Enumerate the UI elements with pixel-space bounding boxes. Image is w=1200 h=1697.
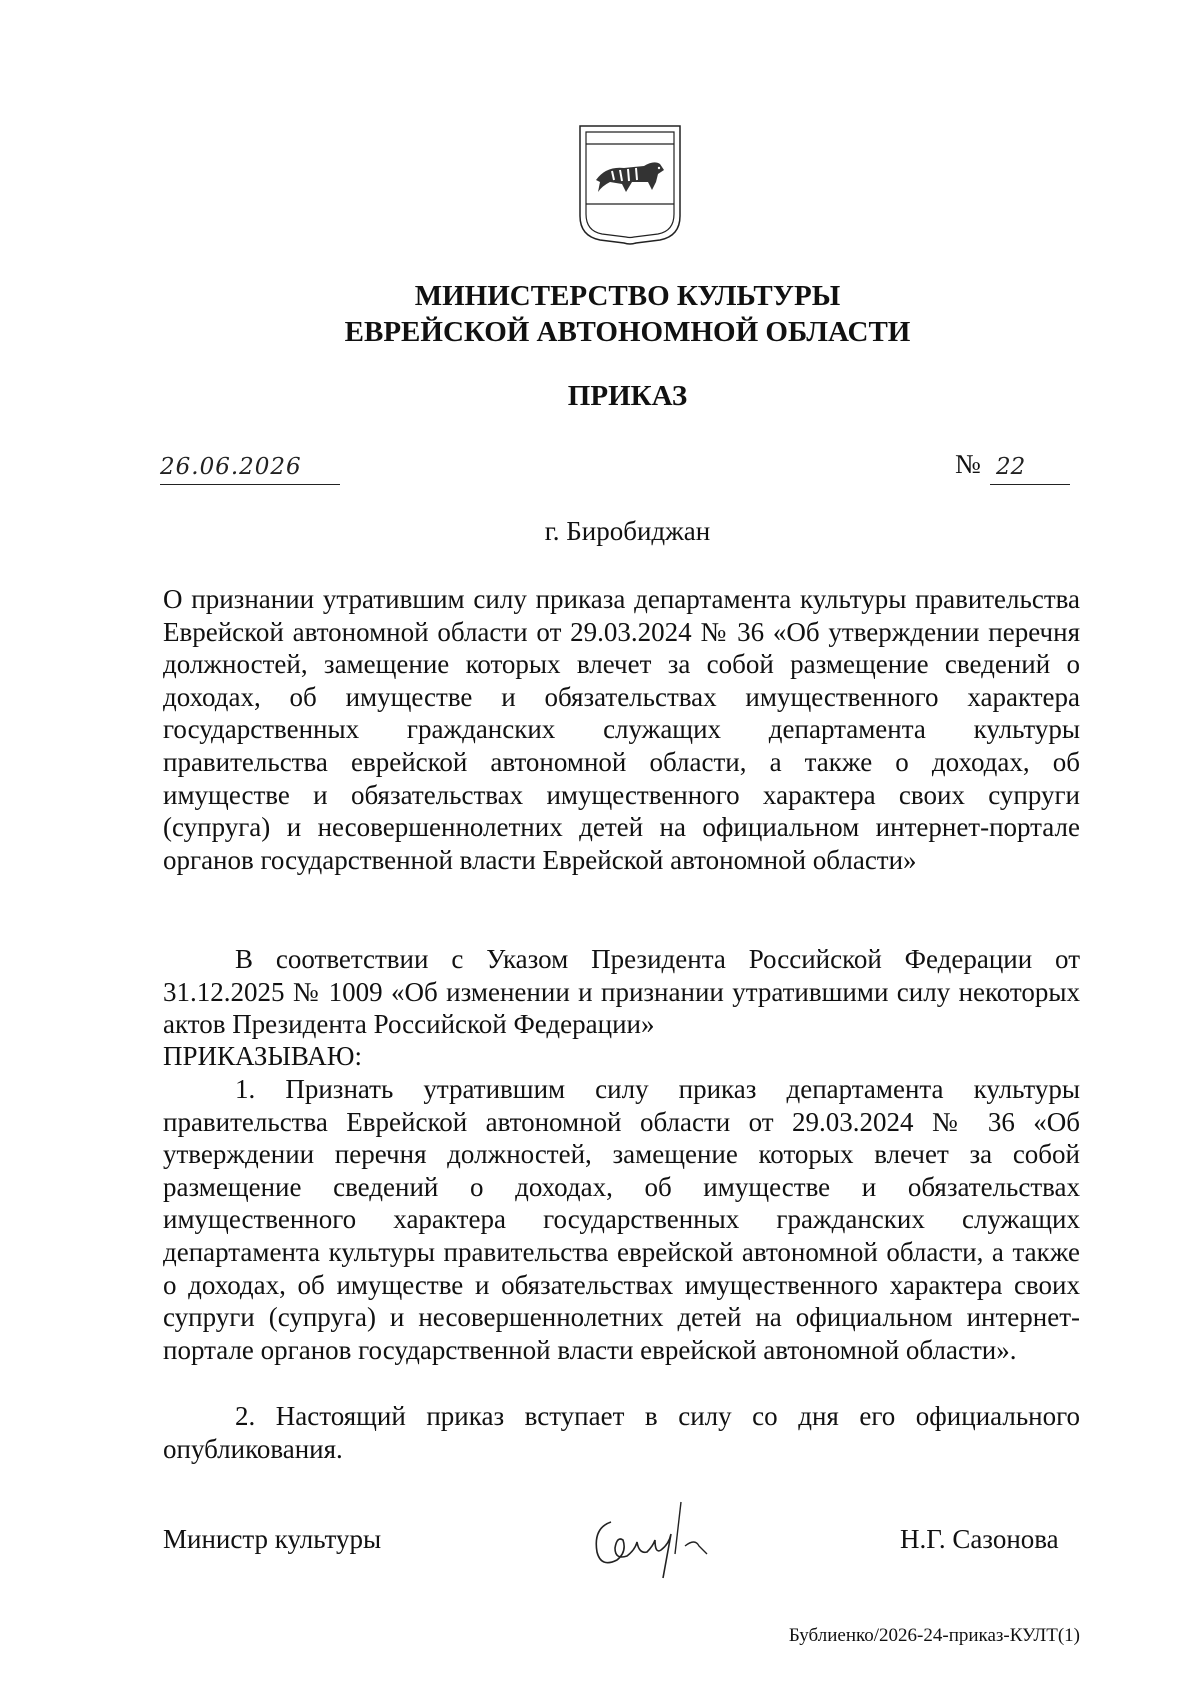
order-item-1: 1. Признать утратившим силу приказ департамента культуры правительства Еврейской автономной области от 29.03.2024 № 36 «Об утверждении перечня должностей, замещение которых влечет за собой размещение сведений о доходах, об имуществе и обязательствах имущественного характера государственных гражданских служащих департамента культуры правительства еврейской автономной области, а также о доходах, об имуществе и обязательствах имущественного характера своих супруги (супруга) и несовершеннолетних детей на официальном интернет-портале органов государственной власти еврейской автономной области».: [163, 1074, 1080, 1365]
document-reference: Бублиенко/2026-24-приказ-КУЛТ(1): [788, 1625, 1080, 1646]
order-subject: О признании утратившим силу приказа департамента культуры правительства Еврейской автономной области от 29.03.2024 № 36 «Об утверждении перечня должностей, замещение которых влечет за собой размещение сведений о доходах, об имуществе и обязательствах имущественного характера государственных гражданских служащих департамента культуры правительства еврейской автономной области, а также о доходах, об имуществе и обязательствах имущественного характера своих супруги (супруга) и несовершеннолетних детей на официальном интернет-портале органов государственной власти Еврейской автономной области»: [163, 584, 1080, 875]
ministry-name-line2: ЕВРЕЙСКОЙ АВТОНОМНОЙ ОБЛАСТИ: [344, 316, 911, 348]
date-field: [160, 450, 340, 485]
order-item-2: 2. Настоящий приказ вступает в силу со дня его официального опубликования.: [163, 1401, 1080, 1464]
order-date: 26.06.2026: [160, 454, 302, 480]
order-directive: ПРИКАЗЫВАЮ:: [163, 1041, 362, 1071]
number-label: №: [955, 449, 981, 479]
signatory-position: Министр культуры: [163, 1524, 382, 1554]
ministry-name: [0, 278, 1200, 350]
handwritten-signature: [583, 1482, 733, 1582]
signatory-name: Н.Г. Сазонова: [900, 1524, 1059, 1554]
order-number: 22: [996, 454, 1026, 480]
document-type: ПРИКАЗ: [567, 380, 688, 412]
coat-of-arms-icon: [576, 124, 684, 246]
city: г. Биробиджан: [544, 516, 711, 546]
legal-basis: В соответствии с Указом Президента Российской Федерации от 31.12.2025 № 1009 «Об изменении и признании утратившими силу некоторых актов Президента Российской Федерации»: [163, 944, 1080, 1040]
ministry-name-line1: МИНИСТЕРСТВО КУЛЬТУРЫ: [414, 280, 841, 312]
number-field: [990, 450, 1070, 485]
